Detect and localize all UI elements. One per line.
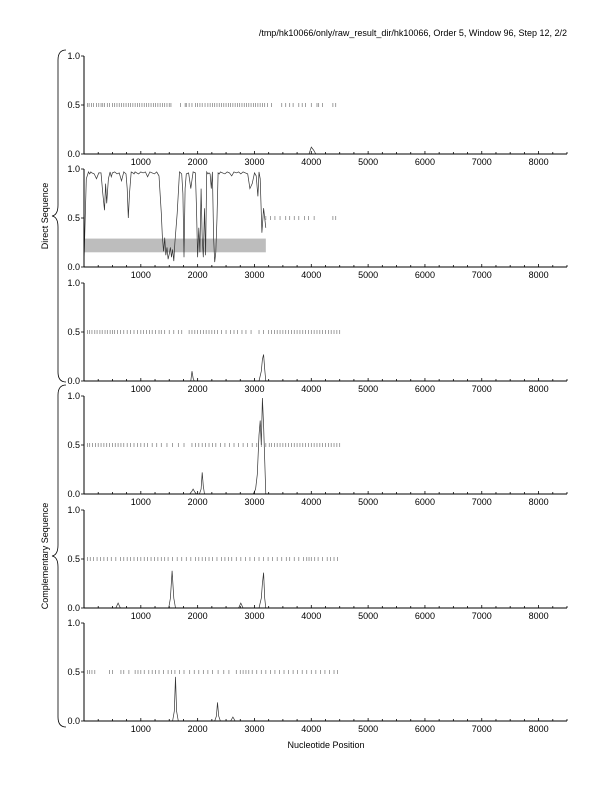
x-tick-label: 4000 bbox=[301, 497, 322, 507]
complementary-group-brace bbox=[52, 385, 66, 727]
x-tick-label: 4000 bbox=[301, 270, 322, 280]
series-line bbox=[191, 371, 194, 381]
x-tick-label: 5000 bbox=[358, 497, 379, 507]
x-tick-label: 2000 bbox=[187, 157, 208, 167]
x-tick-label: 2000 bbox=[187, 384, 208, 394]
x-tick-label: 4000 bbox=[301, 724, 322, 734]
x-tick-label: 3000 bbox=[244, 611, 265, 621]
y-tick-label: 0.0 bbox=[67, 149, 80, 159]
x-tick-label: 4000 bbox=[301, 611, 322, 621]
x-tick-label: 3000 bbox=[244, 724, 265, 734]
y-tick-label: 0.0 bbox=[67, 376, 80, 386]
series-line bbox=[239, 603, 244, 608]
y-tick-label: 1.0 bbox=[67, 51, 80, 61]
panel-5 bbox=[67, 505, 567, 621]
series-line bbox=[215, 702, 221, 721]
x-tick-label: 7000 bbox=[471, 724, 492, 734]
complementary-group-label: Complementary Sequence bbox=[40, 502, 50, 610]
x-tick-label: 7000 bbox=[471, 611, 492, 621]
x-tick-label: 2000 bbox=[187, 497, 208, 507]
panel-3 bbox=[67, 278, 567, 394]
x-tick-label: 6000 bbox=[414, 384, 435, 394]
x-tick-label: 3000 bbox=[244, 270, 265, 280]
panel-1 bbox=[67, 51, 567, 167]
direct-group-label: Direct Sequence bbox=[40, 182, 50, 250]
y-tick-label: 1.0 bbox=[67, 278, 80, 288]
x-tick-label: 5000 bbox=[358, 270, 379, 280]
x-tick-label: 1000 bbox=[130, 611, 151, 621]
x-tick-label: 3000 bbox=[244, 497, 265, 507]
y-tick-label: 0.0 bbox=[67, 262, 80, 272]
series-line bbox=[169, 571, 176, 608]
panel-6 bbox=[67, 618, 567, 734]
x-tick-label: 2000 bbox=[187, 270, 208, 280]
x-tick-label: 3000 bbox=[244, 384, 265, 394]
x-tick-label: 4000 bbox=[301, 157, 322, 167]
x-tick-label: 6000 bbox=[414, 270, 435, 280]
y-tick-label: 1.0 bbox=[67, 391, 80, 401]
panel-4 bbox=[67, 391, 567, 507]
x-tick-label: 8000 bbox=[528, 157, 549, 167]
series-line bbox=[190, 489, 197, 494]
y-tick-label: 0.0 bbox=[67, 603, 80, 613]
x-tick-label: 6000 bbox=[414, 611, 435, 621]
x-tick-label: 6000 bbox=[414, 724, 435, 734]
y-tick-label: 1.0 bbox=[67, 164, 80, 174]
x-tick-label: 3000 bbox=[244, 157, 265, 167]
x-tick-label: 8000 bbox=[528, 270, 549, 280]
x-tick-label: 8000 bbox=[528, 384, 549, 394]
x-tick-label: 5000 bbox=[358, 611, 379, 621]
y-tick-label: 0.0 bbox=[67, 716, 80, 726]
series-line bbox=[259, 355, 266, 382]
series-line bbox=[116, 603, 121, 608]
x-tick-label: 4000 bbox=[301, 384, 322, 394]
x-tick-label: 7000 bbox=[471, 384, 492, 394]
x-tick-label: 1000 bbox=[130, 270, 151, 280]
x-tick-label: 2000 bbox=[187, 611, 208, 621]
panel-2 bbox=[67, 164, 567, 280]
series-line bbox=[231, 717, 236, 721]
y-tick-label: 1.0 bbox=[67, 618, 80, 628]
x-tick-label: 8000 bbox=[528, 724, 549, 734]
x-tick-label: 1000 bbox=[130, 724, 151, 734]
x-tick-label: 1000 bbox=[130, 384, 151, 394]
x-tick-label: 1000 bbox=[130, 157, 151, 167]
x-tick-label: 5000 bbox=[358, 384, 379, 394]
series-line bbox=[259, 573, 266, 608]
direct-group-brace bbox=[52, 50, 66, 382]
y-tick-label: 0.5 bbox=[67, 667, 80, 677]
series-line bbox=[199, 472, 204, 494]
x-tick-label: 8000 bbox=[528, 497, 549, 507]
y-tick-label: 0.5 bbox=[67, 100, 80, 110]
y-tick-label: 0.5 bbox=[67, 440, 80, 450]
y-tick-label: 1.0 bbox=[67, 505, 80, 515]
header-text: /tmp/hk10066/only/raw_result_dir/hk10066, Order 5, Window 96, Step 12, 2/2 bbox=[258, 28, 567, 38]
x-tick-label: 6000 bbox=[414, 497, 435, 507]
x-axis-title: Nucleotide Position bbox=[287, 740, 365, 750]
x-tick-label: 7000 bbox=[471, 270, 492, 280]
y-tick-label: 0.0 bbox=[67, 489, 80, 499]
x-tick-label: 7000 bbox=[471, 497, 492, 507]
series-line bbox=[309, 147, 316, 154]
series-line bbox=[253, 398, 265, 494]
y-tick-label: 0.5 bbox=[67, 213, 80, 223]
x-tick-label: 8000 bbox=[528, 611, 549, 621]
x-tick-label: 5000 bbox=[358, 724, 379, 734]
panels bbox=[67, 51, 567, 734]
x-tick-label: 1000 bbox=[130, 497, 151, 507]
x-tick-label: 2000 bbox=[187, 724, 208, 734]
x-tick-label: 7000 bbox=[471, 157, 492, 167]
x-tick-label: 6000 bbox=[414, 157, 435, 167]
series-line bbox=[173, 677, 179, 721]
y-tick-label: 0.5 bbox=[67, 554, 80, 564]
y-tick-label: 0.5 bbox=[67, 327, 80, 337]
x-tick-label: 5000 bbox=[358, 157, 379, 167]
